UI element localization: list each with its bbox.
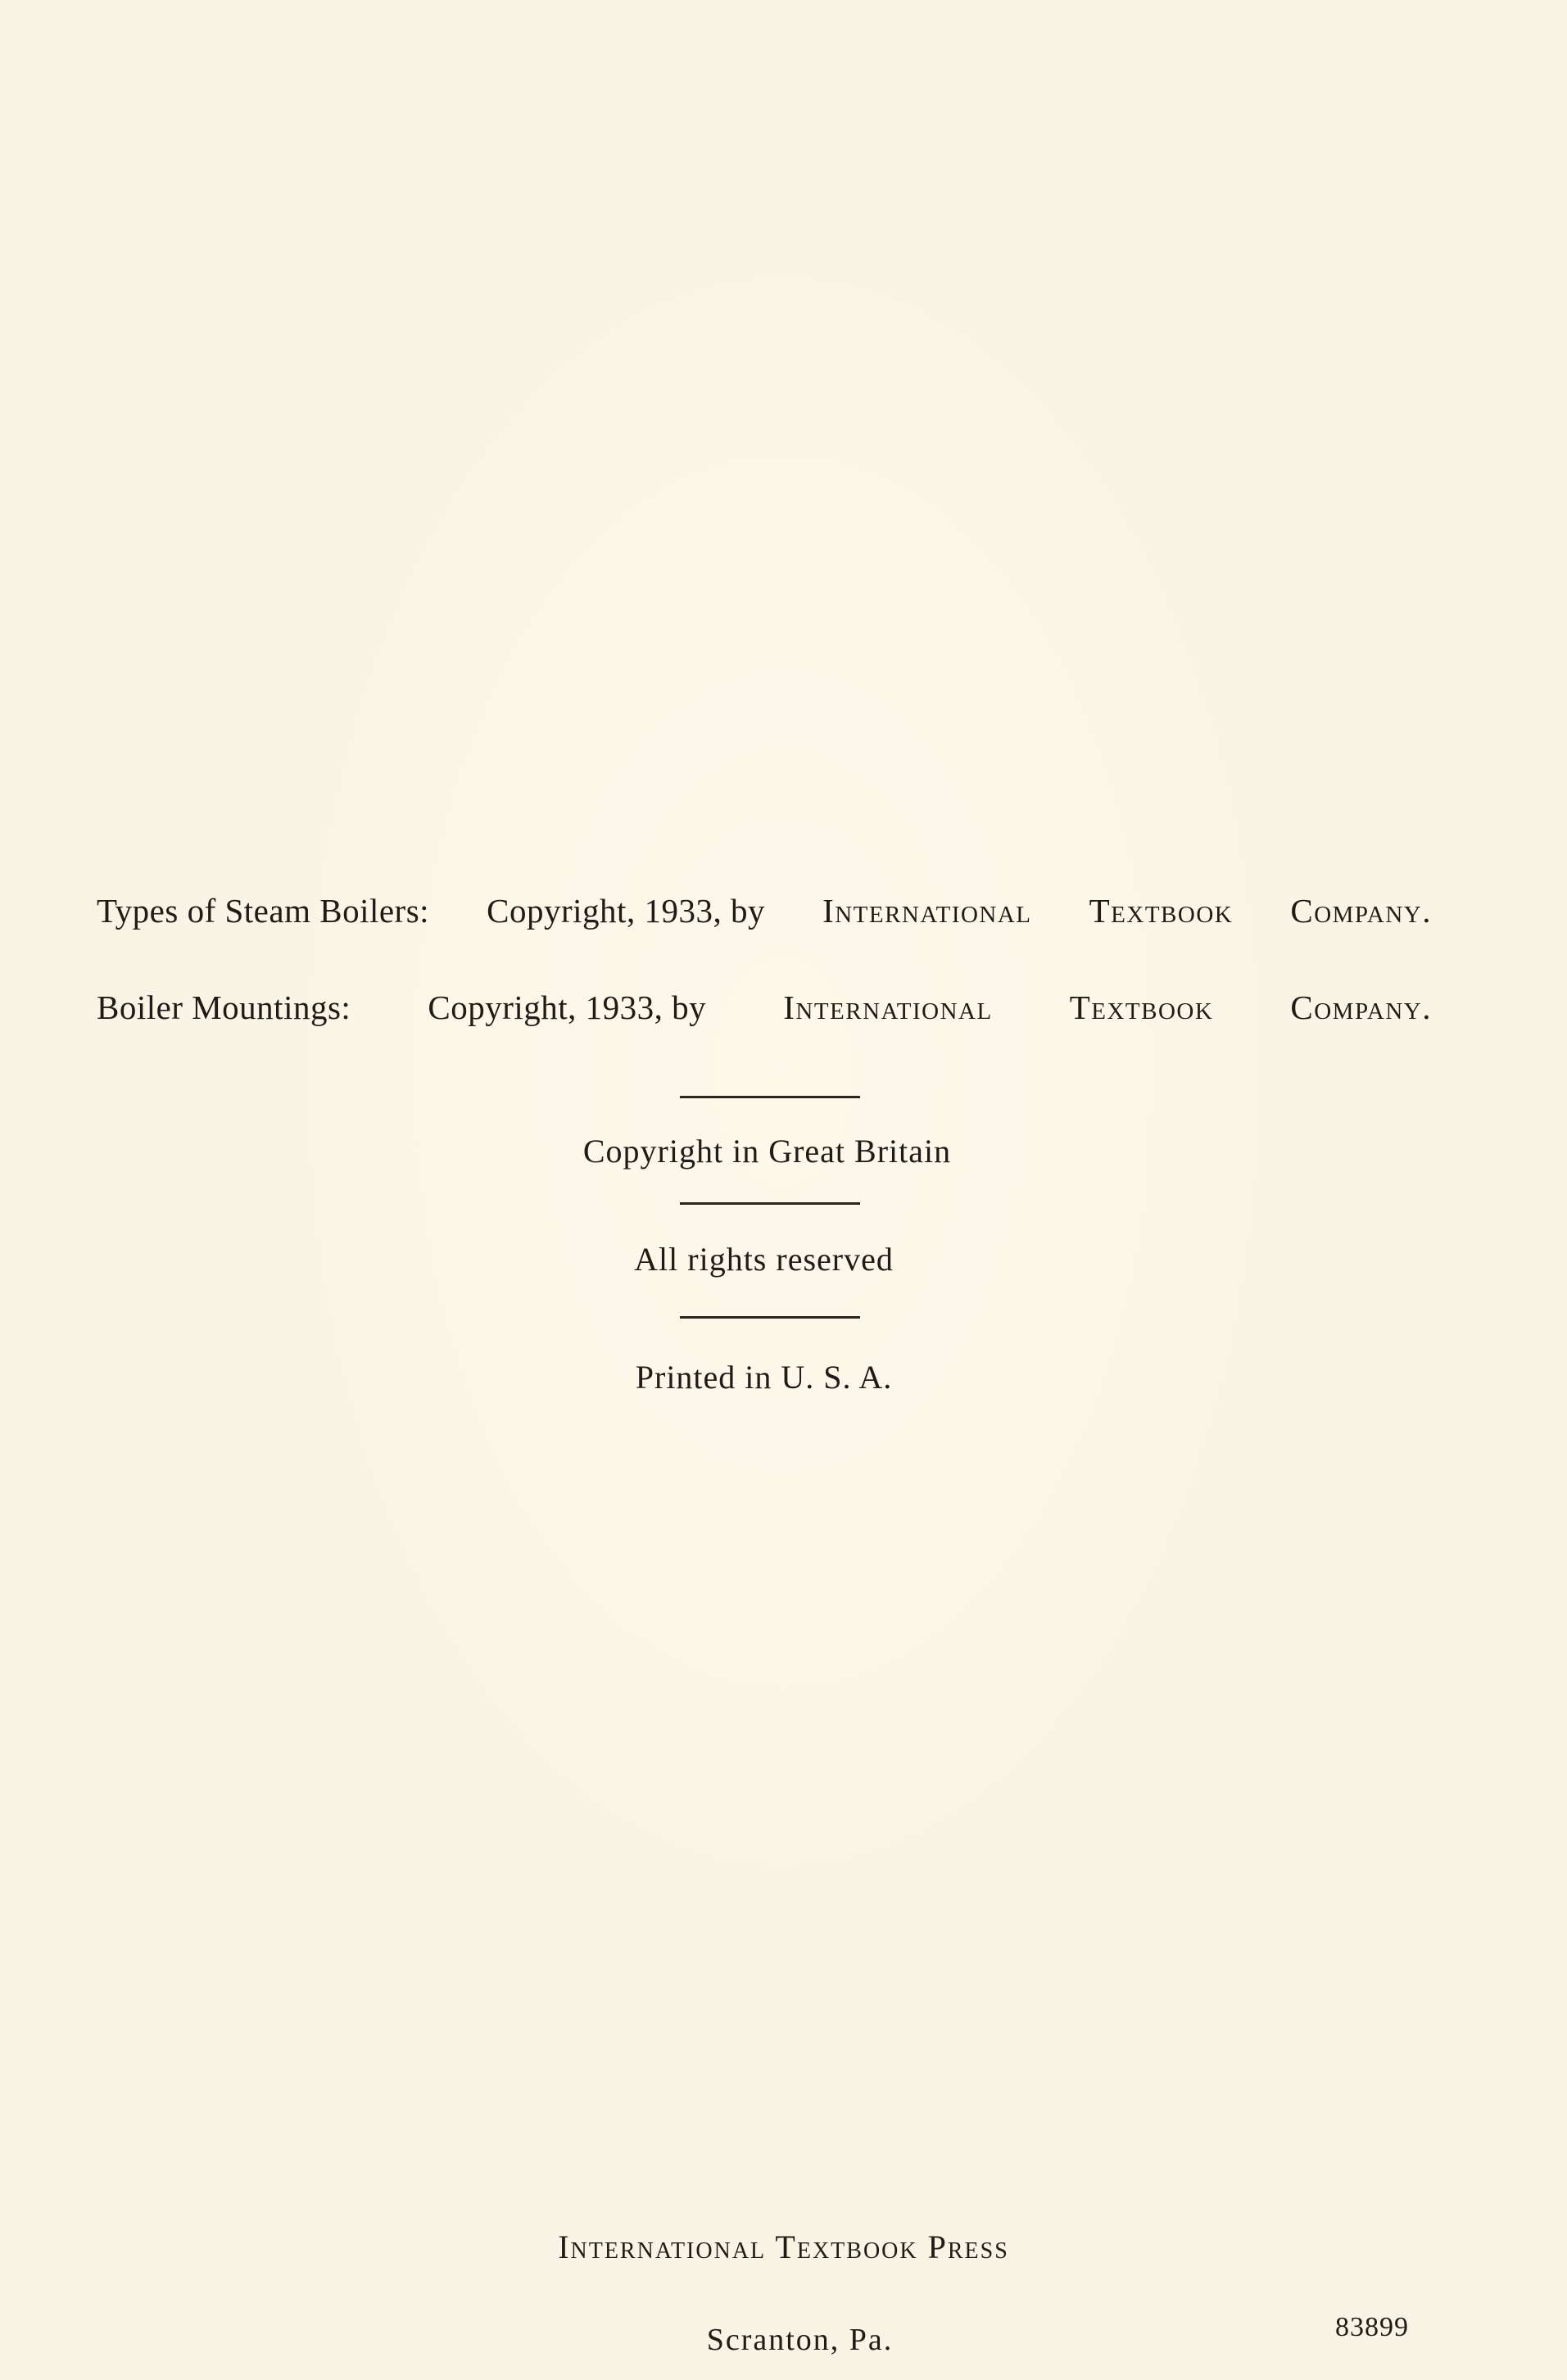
copyright-subject: Types of Steam Boilers: [97, 892, 430, 930]
printed-in: Printed in U. S. A. [635, 1359, 893, 1396]
company-word: Textbook [1089, 892, 1234, 930]
copyright-subject: Boiler Mountings: [97, 989, 351, 1026]
divider-rule [680, 1316, 860, 1319]
company-word: Textbook [1069, 989, 1214, 1026]
copyright-notice: Copyright, 1933, by [487, 892, 765, 930]
rights-reserved: All rights reserved [634, 1241, 894, 1278]
company-word: Company. [1290, 989, 1432, 1026]
divider-rule [680, 1096, 860, 1098]
company-word: International [783, 989, 993, 1026]
company-word: Company. [1290, 892, 1432, 930]
company-word: International [822, 892, 1032, 930]
copyright-great-britain: Copyright in Great Britain [582, 1133, 952, 1170]
press-city: Scranton, Pa. [706, 2323, 894, 2357]
print-code: 83899 [1335, 2312, 1409, 2342]
press-name: International Textbook Press [558, 2228, 1009, 2265]
copyright-line-boiler-mountings [97, 988, 1432, 1027]
copyright-notice: Copyright, 1933, by [428, 989, 707, 1026]
copyright-line-types-of-steam-boilers [97, 891, 1432, 930]
divider-rule [680, 1202, 860, 1205]
